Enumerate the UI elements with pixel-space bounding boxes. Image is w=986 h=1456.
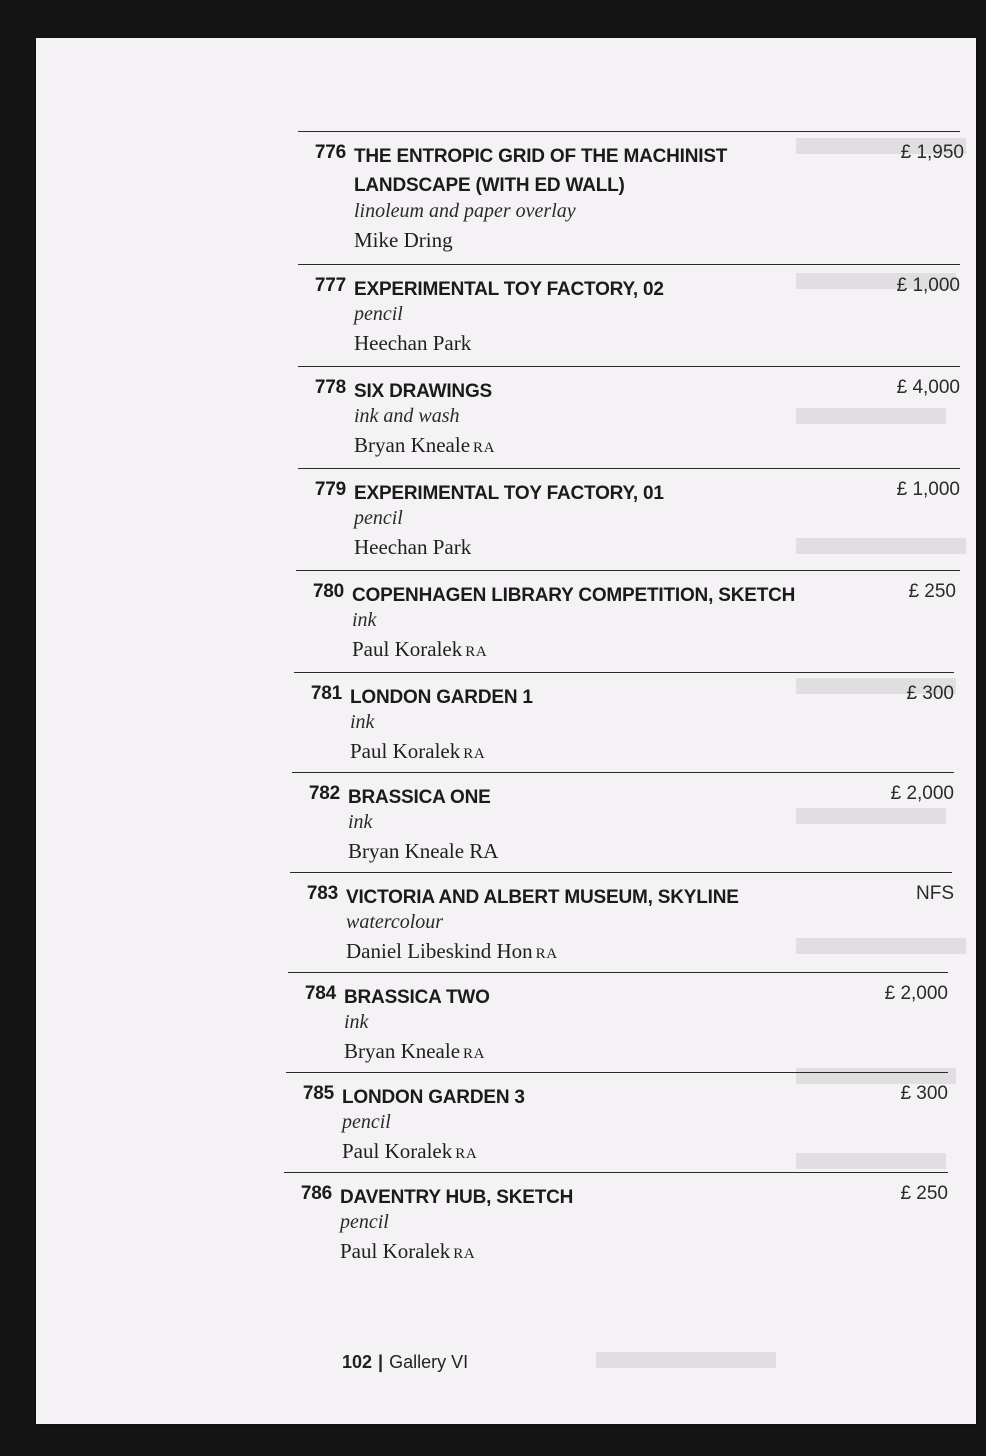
entry-number: 785: [302, 1083, 334, 1104]
catalogue-entry: [298, 468, 960, 571]
entry-artist: Heechan Park: [354, 331, 472, 355]
entry-price: £ 1,950: [900, 142, 964, 163]
entry-title: COPENHAGEN LIBRARY COMPETITION, SKETCH: [352, 585, 796, 606]
catalogue-entry: [292, 772, 954, 873]
entry-price: £ 1,000: [896, 479, 960, 500]
entry-title: SIX DRAWINGS: [354, 381, 493, 402]
entry-medium: pencil: [354, 507, 403, 529]
entry-price: £ 250: [908, 581, 956, 602]
entry-medium: ink: [348, 811, 373, 833]
entry-artist: Bryan Kneale RA: [354, 433, 496, 457]
entry-artist: Daniel Libeskind Hon RA: [346, 939, 558, 963]
entry-price: £ 2,000: [884, 983, 948, 1004]
entry-medium: ink: [344, 1011, 369, 1033]
entry-artist: Paul Koralek RA: [352, 637, 488, 661]
catalogue-entry: [298, 131, 964, 264]
entry-title: THE ENTROPIC GRID OF THE MACHINIST LANDSCAPE (WITH ED WALL): [354, 146, 728, 196]
entry-number: 782: [308, 783, 340, 804]
entry-price: £ 1,000: [896, 275, 960, 296]
catalogue-entries: [36, 38, 976, 1338]
entry-artist: Paul Koralek RA: [342, 1139, 478, 1163]
catalogue-entry: [294, 672, 954, 773]
catalogue-entry: [298, 366, 960, 469]
entry-medium: ink and wash: [354, 405, 460, 427]
entry-artist: Mike Dring: [354, 228, 453, 252]
entry-price: £ 300: [906, 683, 954, 704]
entry-title: DAVENTRY HUB, SKETCH: [340, 1187, 574, 1208]
entry-price: £ 250: [900, 1183, 948, 1204]
entry-medium: ink: [350, 711, 375, 733]
entry-number: 780: [312, 581, 344, 602]
catalogue-entry: [290, 872, 952, 973]
catalogue-entry: [284, 1172, 948, 1273]
entry-price: £ 300: [900, 1083, 948, 1104]
entry-medium: linoleum and paper overlay: [354, 200, 576, 222]
entry-number: 783: [306, 883, 338, 904]
entry-artist: Paul Koralek RA: [350, 739, 486, 763]
entry-number: 777: [314, 275, 346, 296]
entry-title: LONDON GARDEN 3: [342, 1087, 525, 1108]
entry-artist: Bryan Kneale RA: [344, 1039, 486, 1063]
entry-price: NFS: [916, 883, 954, 904]
entry-number: 779: [314, 479, 346, 500]
entry-number: 786: [300, 1183, 332, 1204]
entry-medium: pencil: [342, 1111, 391, 1133]
entry-title: LONDON GARDEN 1: [350, 687, 533, 708]
footer-separator: |: [378, 1352, 384, 1372]
entry-title: EXPERIMENTAL TOY FACTORY, 01: [354, 483, 664, 504]
catalogue-entry: [298, 264, 960, 367]
entry-medium: pencil: [354, 303, 403, 325]
entry-number: 778: [314, 377, 346, 398]
entry-title: VICTORIA AND ALBERT MUSEUM, SKYLINE: [346, 887, 739, 908]
gallery-name: Gallery VI: [389, 1352, 469, 1372]
entry-title: BRASSICA TWO: [344, 987, 490, 1008]
entry-number: 781: [310, 683, 342, 704]
entry-medium: watercolour: [346, 911, 444, 933]
entry-number: 776: [314, 142, 346, 163]
page-number: 102: [342, 1352, 373, 1372]
entry-artist: Paul Koralek RA: [340, 1239, 476, 1263]
page-footer: [342, 1352, 468, 1373]
catalogue-entry: [286, 1072, 948, 1173]
entry-price: £ 2,000: [890, 783, 954, 804]
entry-medium: pencil: [340, 1211, 389, 1233]
entry-title: EXPERIMENTAL TOY FACTORY, 02: [354, 279, 664, 300]
entry-artist: Bryan Kneale RA: [348, 839, 499, 863]
catalogue-entry: [288, 972, 948, 1073]
entry-number: 784: [304, 983, 336, 1004]
catalogue-entry: [296, 570, 960, 673]
entry-artist: Heechan Park: [354, 535, 472, 559]
catalogue-page: [36, 38, 976, 1424]
entry-medium: ink: [352, 609, 377, 631]
entry-title: BRASSICA ONE: [348, 787, 491, 808]
entry-price: £ 4,000: [896, 377, 960, 398]
